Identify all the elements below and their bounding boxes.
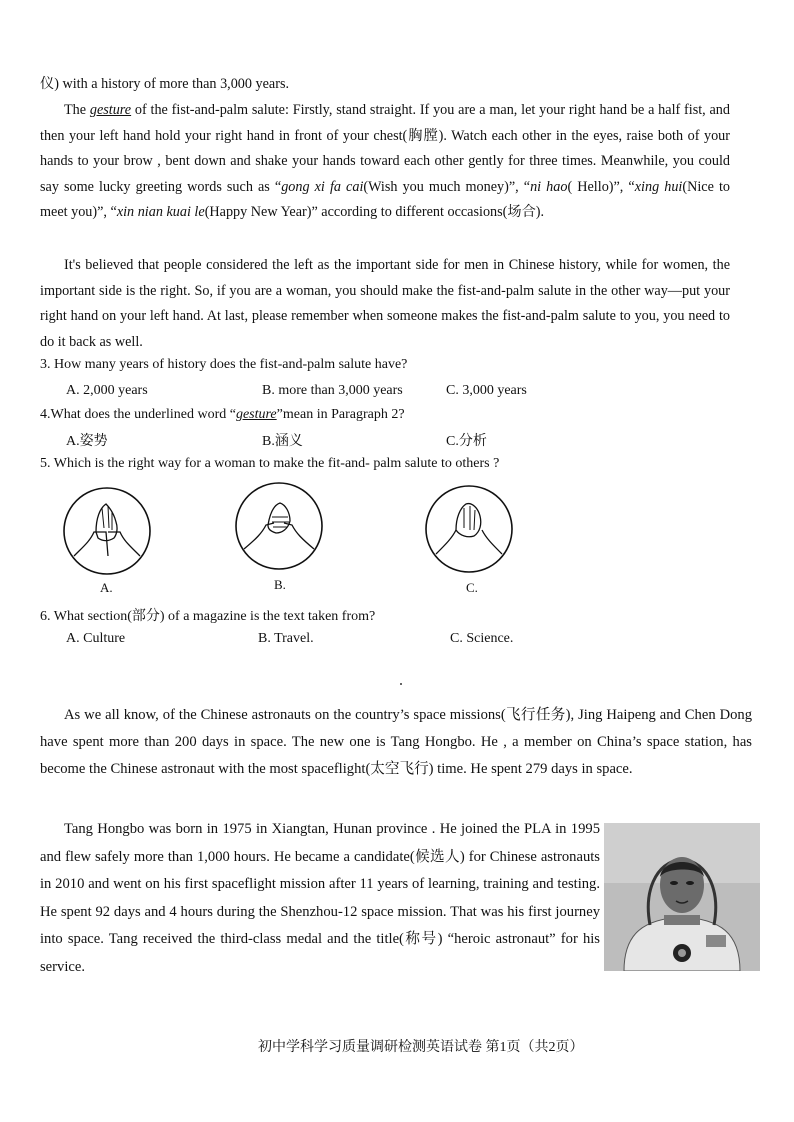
pinyin-xin-nian-kuai-le: xin nian kuai le (116, 204, 205, 221)
pinyin-xing-hui: xing hui (634, 178, 683, 195)
q5-option-b: B. (274, 577, 286, 592)
q6-option-b: B. Travel. (258, 631, 314, 646)
q5-option-c: C. (466, 580, 478, 595)
salute-picture-a (62, 486, 152, 576)
question-4 (40, 407, 405, 423)
q4-option-a: A.姿势 (66, 434, 108, 449)
text-segment: ( Hello)”, “ (567, 178, 635, 195)
salute-picture-c (424, 484, 514, 574)
salute-picture-b (234, 481, 324, 571)
q4-option-c: C.分析 (446, 434, 487, 449)
text-segment: ”mean in Paragraph 2? (276, 407, 405, 422)
page-footer: 初中学科学习质量调研检测英语试卷 第1页（共2页） (258, 1040, 584, 1055)
q3-option-a: A. 2,000 years (66, 383, 148, 398)
q5-option-a: A. (100, 580, 113, 595)
text-segment: of the fist-and-palm salute: Firstly, stand straight. If you are a man, let your right hand be a half fist, and then your left hand hold your right hand in front of your chest(胸膛). Watch each other in the eyes, raise both of your hands to your brow , bent down and shake your hands toward each other gently for three times. Meanwhile, you could say some lucky greeting words such as “ (40, 102, 730, 195)
pinyin-ni-hao: ni hao (530, 178, 568, 195)
text-segment: The (64, 102, 90, 118)
q3-option-c: C. 3,000 years (446, 383, 527, 398)
q3-option-b: B. more than 3,000 years (262, 383, 403, 398)
question-3: 3. How many years of history does the fist-and-palm salute have? (40, 357, 408, 372)
q4-option-b: B.涵义 (262, 434, 303, 449)
underlined-word-gesture: gesture (89, 102, 132, 118)
passage2-paragraph-2: Tang Hongbo was born in 1975 in Xiangtan, Hunan province . He joined the PLA in 1995 and flew safely more than 1,000 hours. He became a candidate(候选人) for Chinese astronauts in 2010 and went on his first spaceflight mission after 11 years of learning, training and testing. He spent 92 days and 4 hours during the Shenzhou-12 space mission. That was his first journey into space. Tang received the third-class medal and the title(称号) “heroic astronaut” for his service. (40, 821, 600, 975)
passage1-line0: 仪) with a history of more than 3,000 years. (40, 76, 290, 92)
passage2-paragraph-1: As we all know, of the Chinese astronauts on the country’s space missions(飞行任务), Jing Haipeng and Chen Dong have spent more than 200 days in space. The new one is Tang Hongbo. He , a member on China’s space station, has become the Chinese astronaut with the most spaceflight(太空飞行) time. He spent 279 days in space. (40, 707, 752, 777)
q6-option-a: A. Culture (66, 631, 126, 646)
question-6: 6. What section(部分) of a magazine is the text taken from? (40, 609, 376, 624)
text-segment: 4.What does the underlined word “ (40, 407, 236, 422)
astronaut-photo (604, 823, 760, 971)
text-segment: (Nice to meet you)”, “ (40, 178, 730, 221)
underlined-word-gesture: gesture (235, 407, 277, 422)
text-segment: (Happy New Year)” according to different occasions(场合). (204, 204, 545, 221)
scan-speck (400, 683, 402, 685)
passage1-gesture-paragraph (40, 98, 730, 226)
question-5: 5. Which is the right way for a woman to make the fit-and- palm salute to others ? (40, 456, 500, 471)
text-segment: (Wish you much money)”, “ (363, 178, 531, 195)
passage1-left-right-paragraph: It's believed that people considered the left as the important side for men in Chinese history, while for women, the important side is the right. So, if you are a woman, you should make the fist-and-palm salute in the other way—put your right hand on your left hand. At last, please remember when someone makes the fist-and-palm salute to you, you need to do it back as well. (40, 257, 730, 350)
pinyin-gong-xi-fa-cai: gong xi fa cai (281, 178, 364, 195)
q6-option-c: C. Science. (450, 631, 514, 646)
